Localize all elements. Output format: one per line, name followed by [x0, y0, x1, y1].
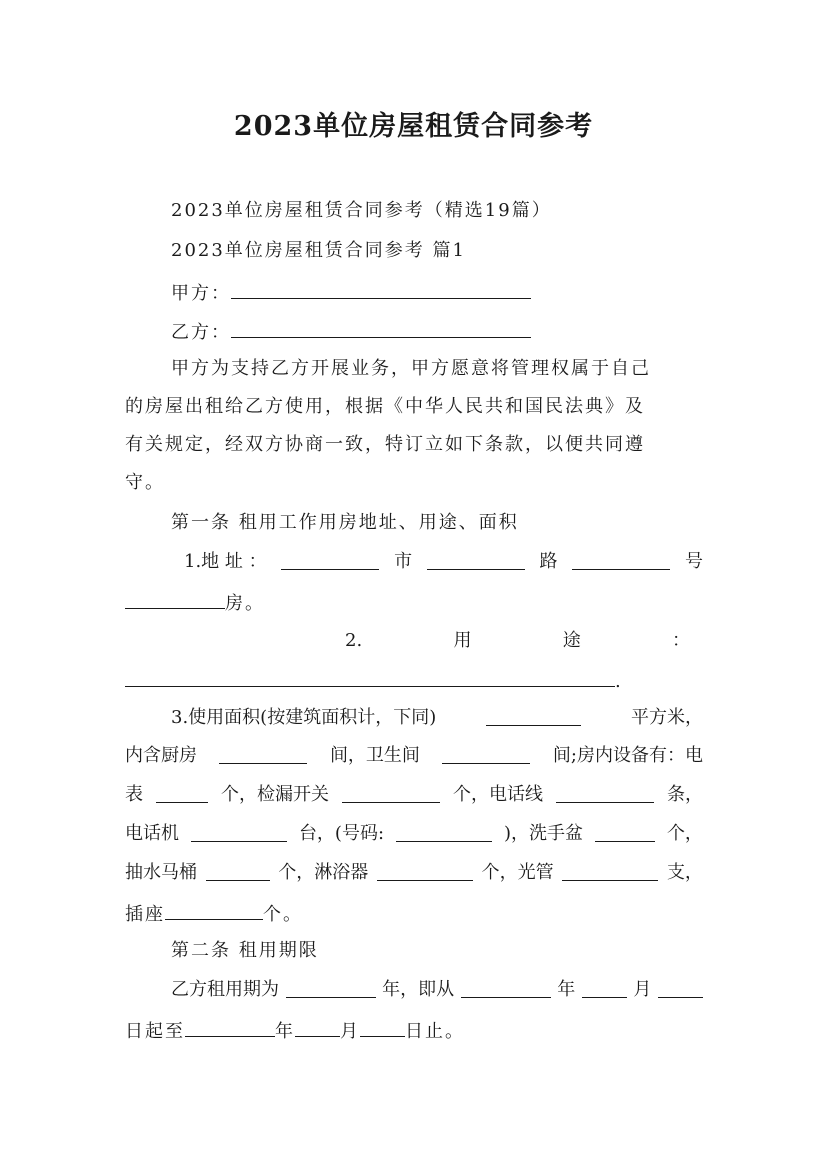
- shower-blank: [377, 860, 473, 881]
- term-line: [171, 977, 703, 1003]
- area-text: 平方米，: [631, 707, 703, 728]
- start-day-blank: [658, 977, 703, 998]
- end-day-blank: [360, 1016, 405, 1037]
- area-text: 间，卫生间: [329, 745, 420, 766]
- road-label: 路: [539, 551, 558, 572]
- tube-light-blank: [562, 860, 658, 881]
- area-text: 内含厨房: [125, 745, 197, 766]
- city-blank: [281, 549, 379, 570]
- city-label: 市: [394, 551, 413, 572]
- usage-number: 2.: [345, 630, 363, 651]
- kitchen-blank: [219, 743, 307, 764]
- phone-blank: [191, 821, 287, 842]
- meter-blank: [156, 782, 208, 803]
- area-text: 3.使用面积(按建筑面积计，下同): [171, 707, 437, 728]
- area-text: 表: [125, 784, 143, 805]
- party-a-line: [171, 278, 703, 307]
- area-text: 间;房内设备有：电: [552, 745, 703, 766]
- intro-text-line: 有关规定，经双方协商一致，特订立如下条款，以便共同遵: [125, 434, 645, 455]
- address-line: [184, 549, 703, 575]
- term-text: 年，即从: [382, 979, 455, 1000]
- area-text: 个。: [263, 904, 303, 925]
- phone-line-blank: [556, 782, 654, 803]
- area-text: )，洗手盆: [503, 823, 583, 844]
- number-label: 号: [684, 551, 703, 572]
- usage-label-1: 用: [453, 630, 472, 651]
- address-prefix: 1.地 址 ：: [184, 551, 267, 572]
- area-line: [171, 705, 703, 731]
- area-text: 电话机: [125, 823, 179, 844]
- intro-text-line: 守。: [125, 472, 165, 493]
- usage-label-2: 途: [562, 630, 581, 651]
- phone-number-blank: [396, 821, 492, 842]
- area-text: 抽水马桶: [125, 862, 197, 883]
- area-blank: [486, 705, 581, 726]
- party-b-line: [171, 317, 703, 346]
- section-heading: 2023单位房屋租赁合同参考 篇1: [171, 240, 466, 261]
- area-text: 个，光管: [481, 862, 554, 883]
- socket-blank: [165, 899, 263, 920]
- start-month-blank: [582, 977, 627, 998]
- area-text: 个，检漏开关: [221, 784, 329, 805]
- party-a-label: 甲方：: [171, 283, 231, 304]
- party-a-blank: [231, 278, 531, 299]
- area-text: 个，: [666, 823, 703, 844]
- area-line: [125, 860, 703, 886]
- number-blank: [572, 549, 670, 570]
- term-years-blank: [286, 977, 376, 998]
- area-text: 个，淋浴器: [278, 862, 369, 883]
- party-b-blank: [231, 317, 531, 338]
- area-line: [125, 899, 703, 928]
- document-subtitle: 2023单位房屋租赁合同参考（精选19篇）: [171, 200, 552, 221]
- area-text: 条，: [667, 784, 703, 805]
- usage-end: .: [615, 671, 623, 692]
- area-line: [125, 821, 703, 847]
- intro-text-line: 的房屋出租给乙方使用，根据《中华人民共和国民法典》及: [125, 396, 645, 417]
- area-text: 支，: [666, 862, 703, 883]
- basin-blank: [595, 821, 655, 842]
- leak-switch-blank: [342, 782, 440, 803]
- room-blank: [125, 588, 225, 609]
- room-label: 房。: [225, 593, 265, 614]
- usage-line: [345, 628, 690, 654]
- term-text: 月: [633, 979, 652, 1000]
- usage-blank-line: [125, 666, 703, 695]
- end-month-blank: [295, 1016, 340, 1037]
- area-text: 台，(号码:: [298, 823, 385, 844]
- area-line: [125, 782, 703, 808]
- road-blank: [427, 549, 525, 570]
- term-text: 乙方租用期为: [171, 979, 279, 1000]
- address-line-2: [125, 588, 703, 617]
- intro-text-line: 甲方为支持乙方开展业务，甲方愿意将管理权属于自己: [171, 358, 651, 379]
- bathroom-blank: [442, 743, 530, 764]
- area-text: 个，电话线: [453, 784, 543, 805]
- usage-blank: [125, 666, 615, 687]
- area-text: 插座: [125, 904, 165, 925]
- document-title: 2023单位房屋租赁合同参考: [233, 111, 594, 142]
- term-text: 月: [340, 1021, 360, 1042]
- start-year-blank: [461, 977, 551, 998]
- area-line: [125, 743, 703, 769]
- party-b-label: 乙方：: [171, 322, 231, 343]
- term-text: 日起至: [125, 1021, 185, 1042]
- term-text: 日止。: [405, 1021, 465, 1042]
- toilet-blank: [206, 860, 270, 881]
- usage-colon: ：: [671, 630, 690, 651]
- term-text: 年: [557, 979, 576, 1000]
- end-year-blank: [185, 1016, 275, 1037]
- term-line: [125, 1016, 703, 1045]
- term-text: 年: [275, 1021, 295, 1042]
- article-heading: 第二条 租用期限: [171, 940, 319, 961]
- article-heading: 第一条 租用工作用房地址、用途、面积: [171, 512, 519, 533]
